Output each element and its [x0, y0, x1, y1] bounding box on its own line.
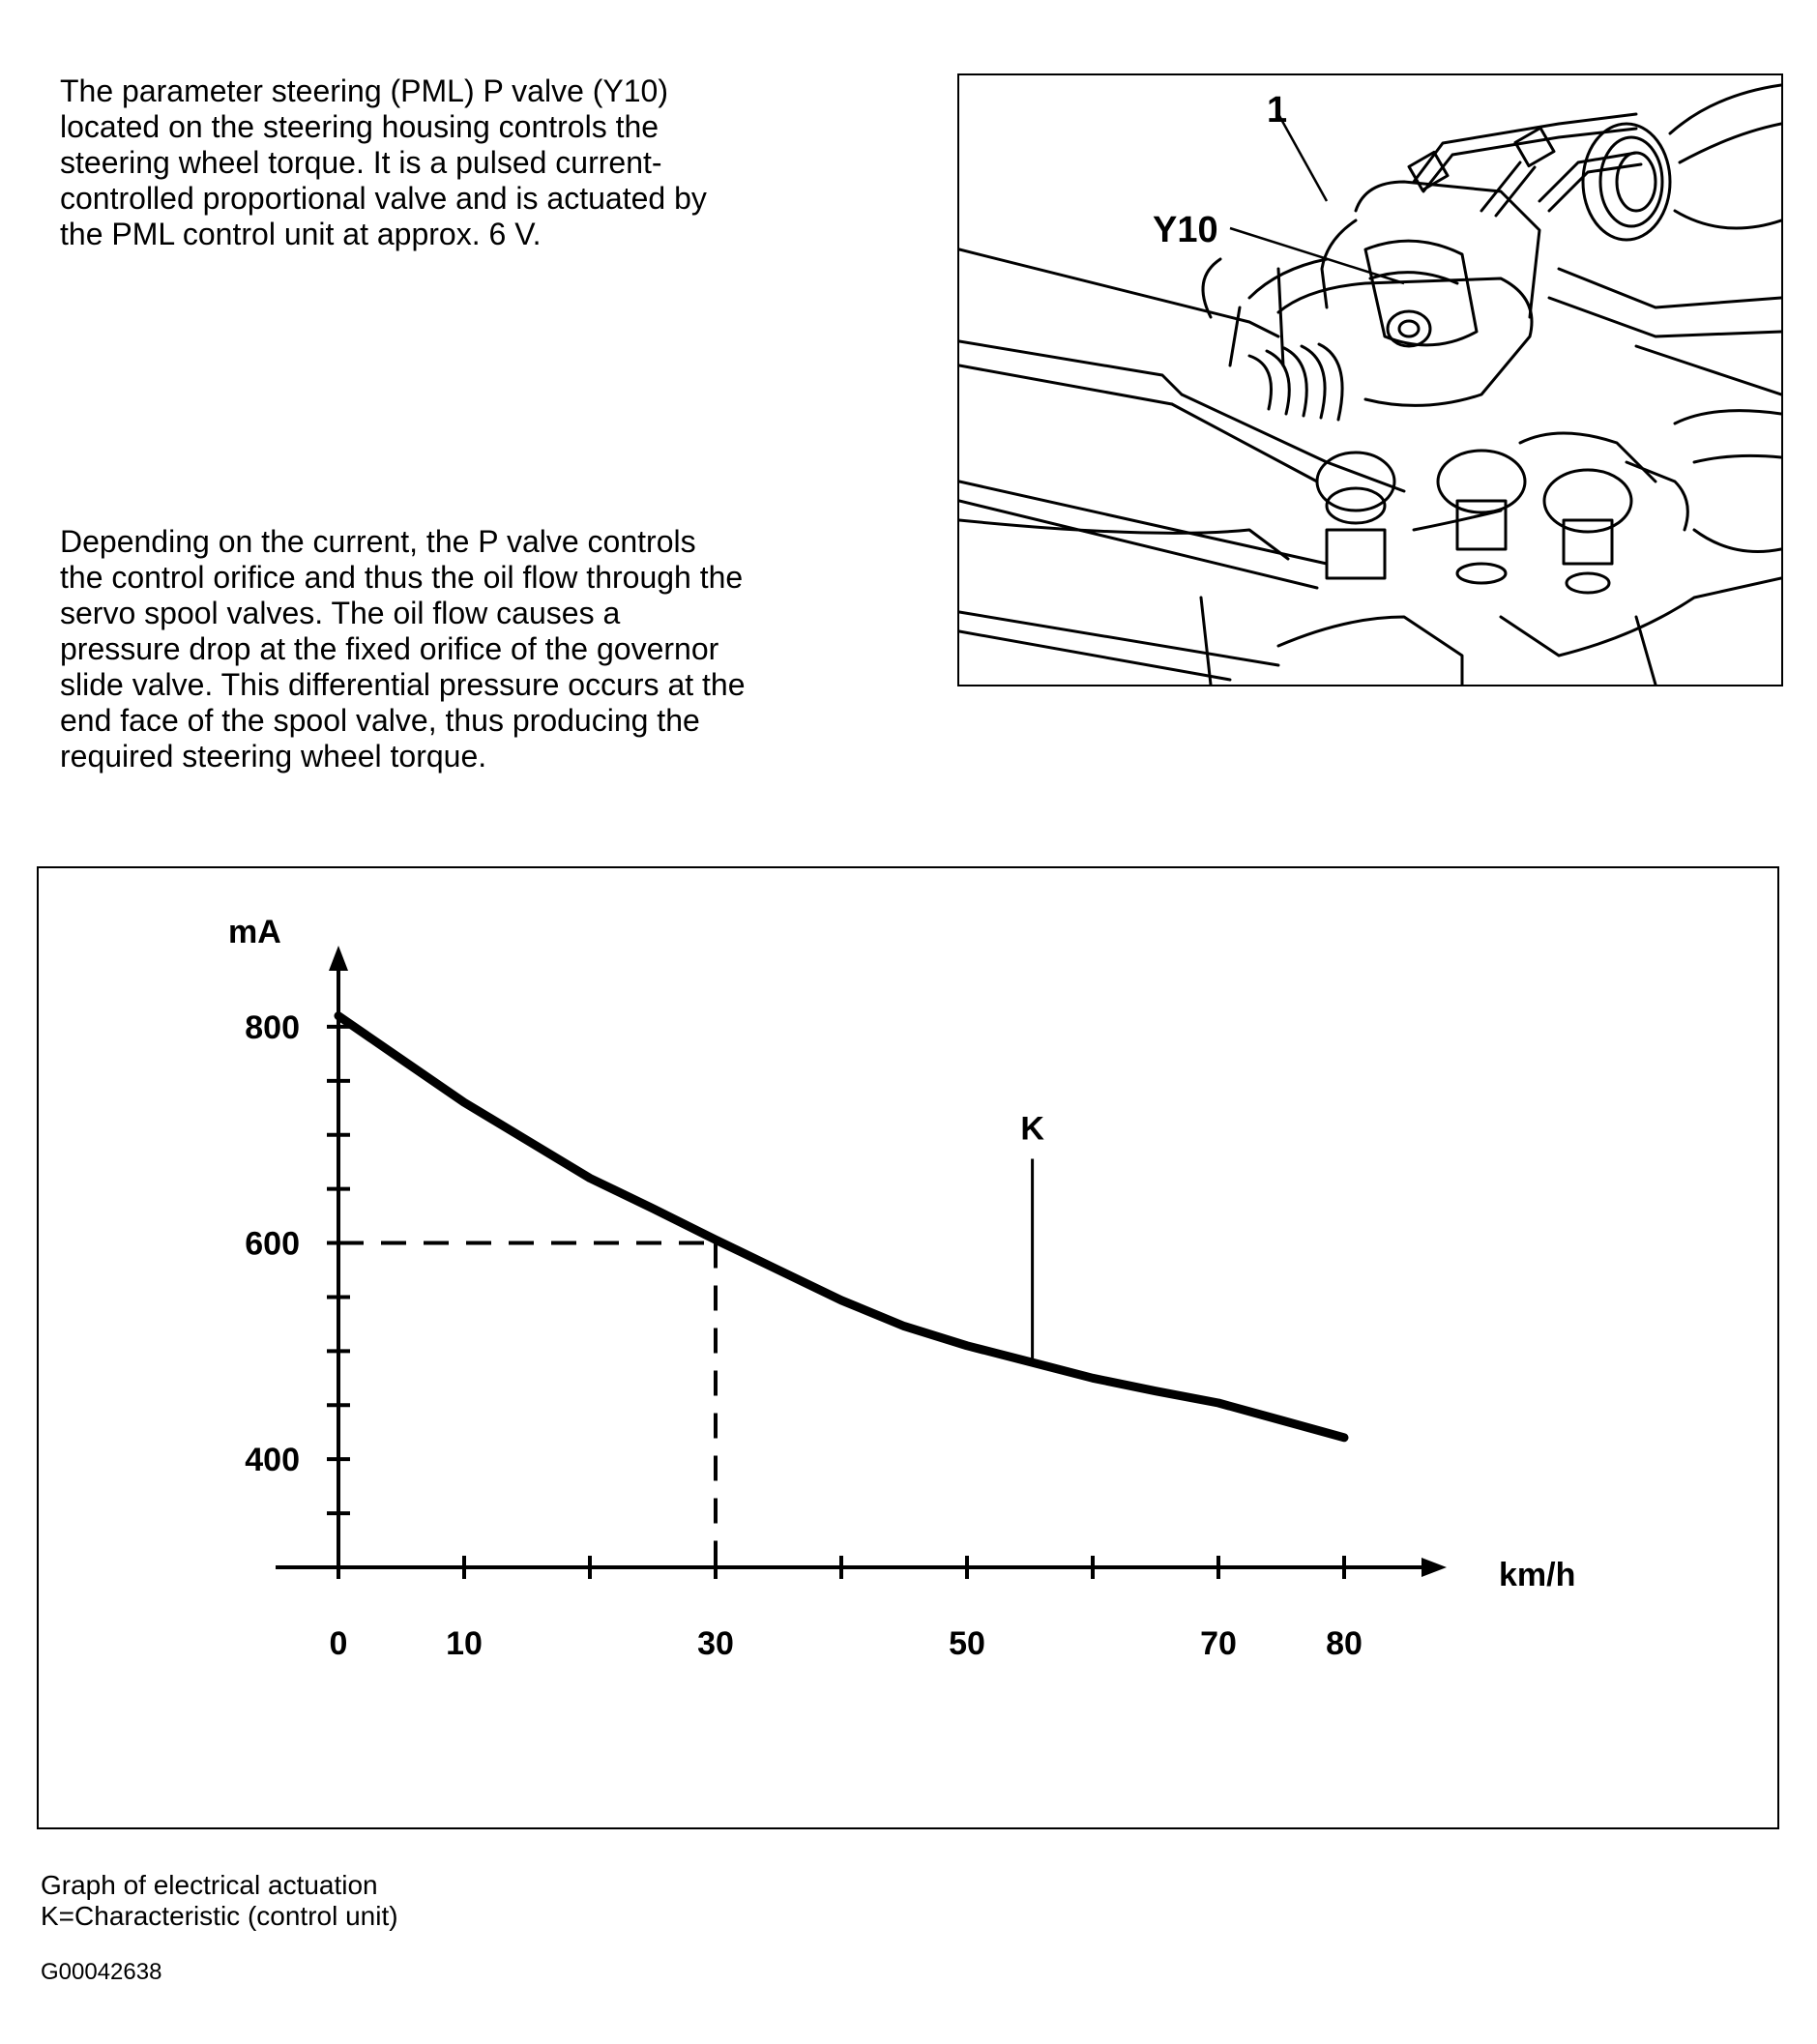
x-tick-label: 30	[697, 1625, 734, 1662]
figure-label-y10: Y10	[1153, 210, 1218, 250]
y-axis-arrow	[329, 946, 348, 971]
x-tick-label: 0	[329, 1625, 348, 1662]
annotation-label: K	[1020, 1110, 1044, 1148]
x-tick-label: 80	[1326, 1625, 1363, 1662]
valve-drawing	[959, 75, 1781, 685]
y-tick-label: 600	[245, 1225, 300, 1263]
valve-illustration	[957, 73, 1783, 686]
y-tick-label: 800	[245, 1008, 300, 1046]
characteristic-curve	[338, 1016, 1344, 1438]
figure-code: G00042638	[41, 1959, 162, 1985]
x-tick-label: 50	[949, 1625, 985, 1662]
caption-legend: K=Characteristic (control unit)	[41, 1901, 398, 1931]
caption-title: Graph of electrical actuation	[41, 1870, 378, 1900]
actuation-chart	[37, 866, 1779, 1829]
x-tick-label: 70	[1200, 1625, 1237, 1662]
operation-paragraph: Depending on the current, the P valve controls the control orifice and thus the oil flow through the servo spool valves. The oil flow causes a pressure drop at the fixed orifice of the governor slide valve. This differential pressure occurs at the end face of the spool valve, thus producing the required steering wheel torque.	[60, 524, 746, 774]
y-tick-label: 400	[245, 1442, 300, 1479]
intro-paragraph: The parameter steering (PML) P valve (Y10) located on the steering housing controls the steering wheel torque. It is a pulsed current- controlled proportional valve and is actuated by the PML control unit at approx. 6 V.	[60, 73, 707, 251]
x-axis-arrow	[1421, 1558, 1447, 1577]
chart-canvas	[39, 868, 1777, 1827]
y-axis-label: mA	[228, 914, 281, 950]
x-axis-label: km/h	[1499, 1557, 1576, 1593]
figure-label-1: 1	[1267, 90, 1288, 131]
x-tick-label: 10	[446, 1625, 483, 1662]
